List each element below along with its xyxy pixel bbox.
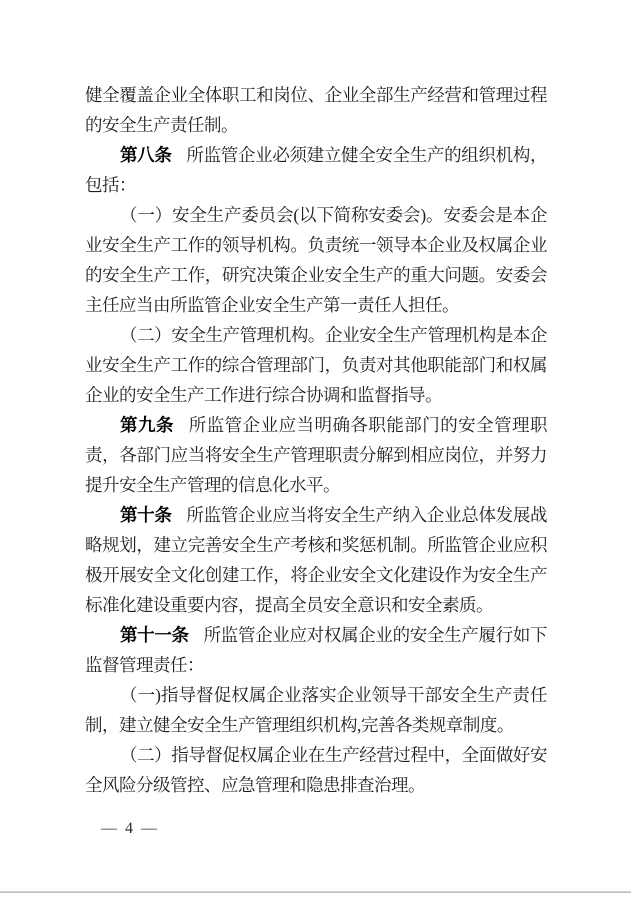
paragraph-text: 健全覆盖企业全体职工和岗位、企业全部生产经营和管理过程的安全生产责任制。: [85, 85, 547, 135]
paragraph-text: 所监管企业必须建立健全安全生产的组织机构，包括：: [85, 145, 548, 195]
document-text-block: [85, 80, 547, 844]
page-number: — 4 —: [101, 820, 159, 837]
paragraph: [85, 320, 547, 410]
article-number: 第十条: [120, 505, 172, 525]
paragraph: [85, 140, 547, 200]
article-number: 第八条: [120, 145, 172, 165]
paragraph-text: 所监管企业应对权属企业的安全生产履行如下监督管理责任：: [85, 625, 547, 675]
paragraph: [85, 500, 547, 620]
paragraph: [85, 410, 547, 500]
article-number: 第十一条: [120, 625, 189, 645]
paragraph-text: （一）安全生产委员会(以下简称安委会)。安委会是本企业安全生产工作的领导机构。负责统一领导本企业及权属企业的安全生产工作，研究决策企业安全生产的重大问题。安委会主任应当由所监管企业安全生产第一责任人担任。: [85, 205, 547, 315]
paragraph: [85, 200, 547, 320]
paragraph-text: 所监管企业应当将安全生产纳入企业总体发展战略规划，建立完善安全生产考核和奖惩机制。所监管企业应积极开展安全文化创建工作，将企业安全文化建设作为安全生产标准化建设重要内容，提高全员安全意识和安全素质。: [85, 505, 548, 615]
article-number: 第九条: [120, 415, 174, 435]
paragraph-text: （一)指导督促权属企业落实企业领导干部安全生产责任制，建立健全安全生产管理组织机构,完善各类规章制度。: [85, 685, 547, 735]
page-edge-divider: [0, 891, 631, 893]
paragraph: [85, 80, 547, 140]
paragraph-text: （二）指导督促权属企业在生产经营过程中，全面做好安全风险分级管控、应急管理和隐患排查治理。: [85, 745, 547, 795]
paragraph: [85, 740, 547, 800]
paragraph: [85, 620, 547, 680]
paragraph: [85, 680, 547, 740]
paragraph-text: （二）安全生产管理机构。企业安全生产管理机构是本企业安全生产工作的综合管理部门，负责对其他职能部门和权属企业的安全生产工作进行综合协调和监督指导。: [85, 325, 547, 405]
paragraph-text: 所监管企业应当明确各职能部门的安全管理职责，各部门应当将安全生产管理职责分解到相应岗位，并努力提升安全生产管理的信息化水平。: [85, 415, 548, 495]
